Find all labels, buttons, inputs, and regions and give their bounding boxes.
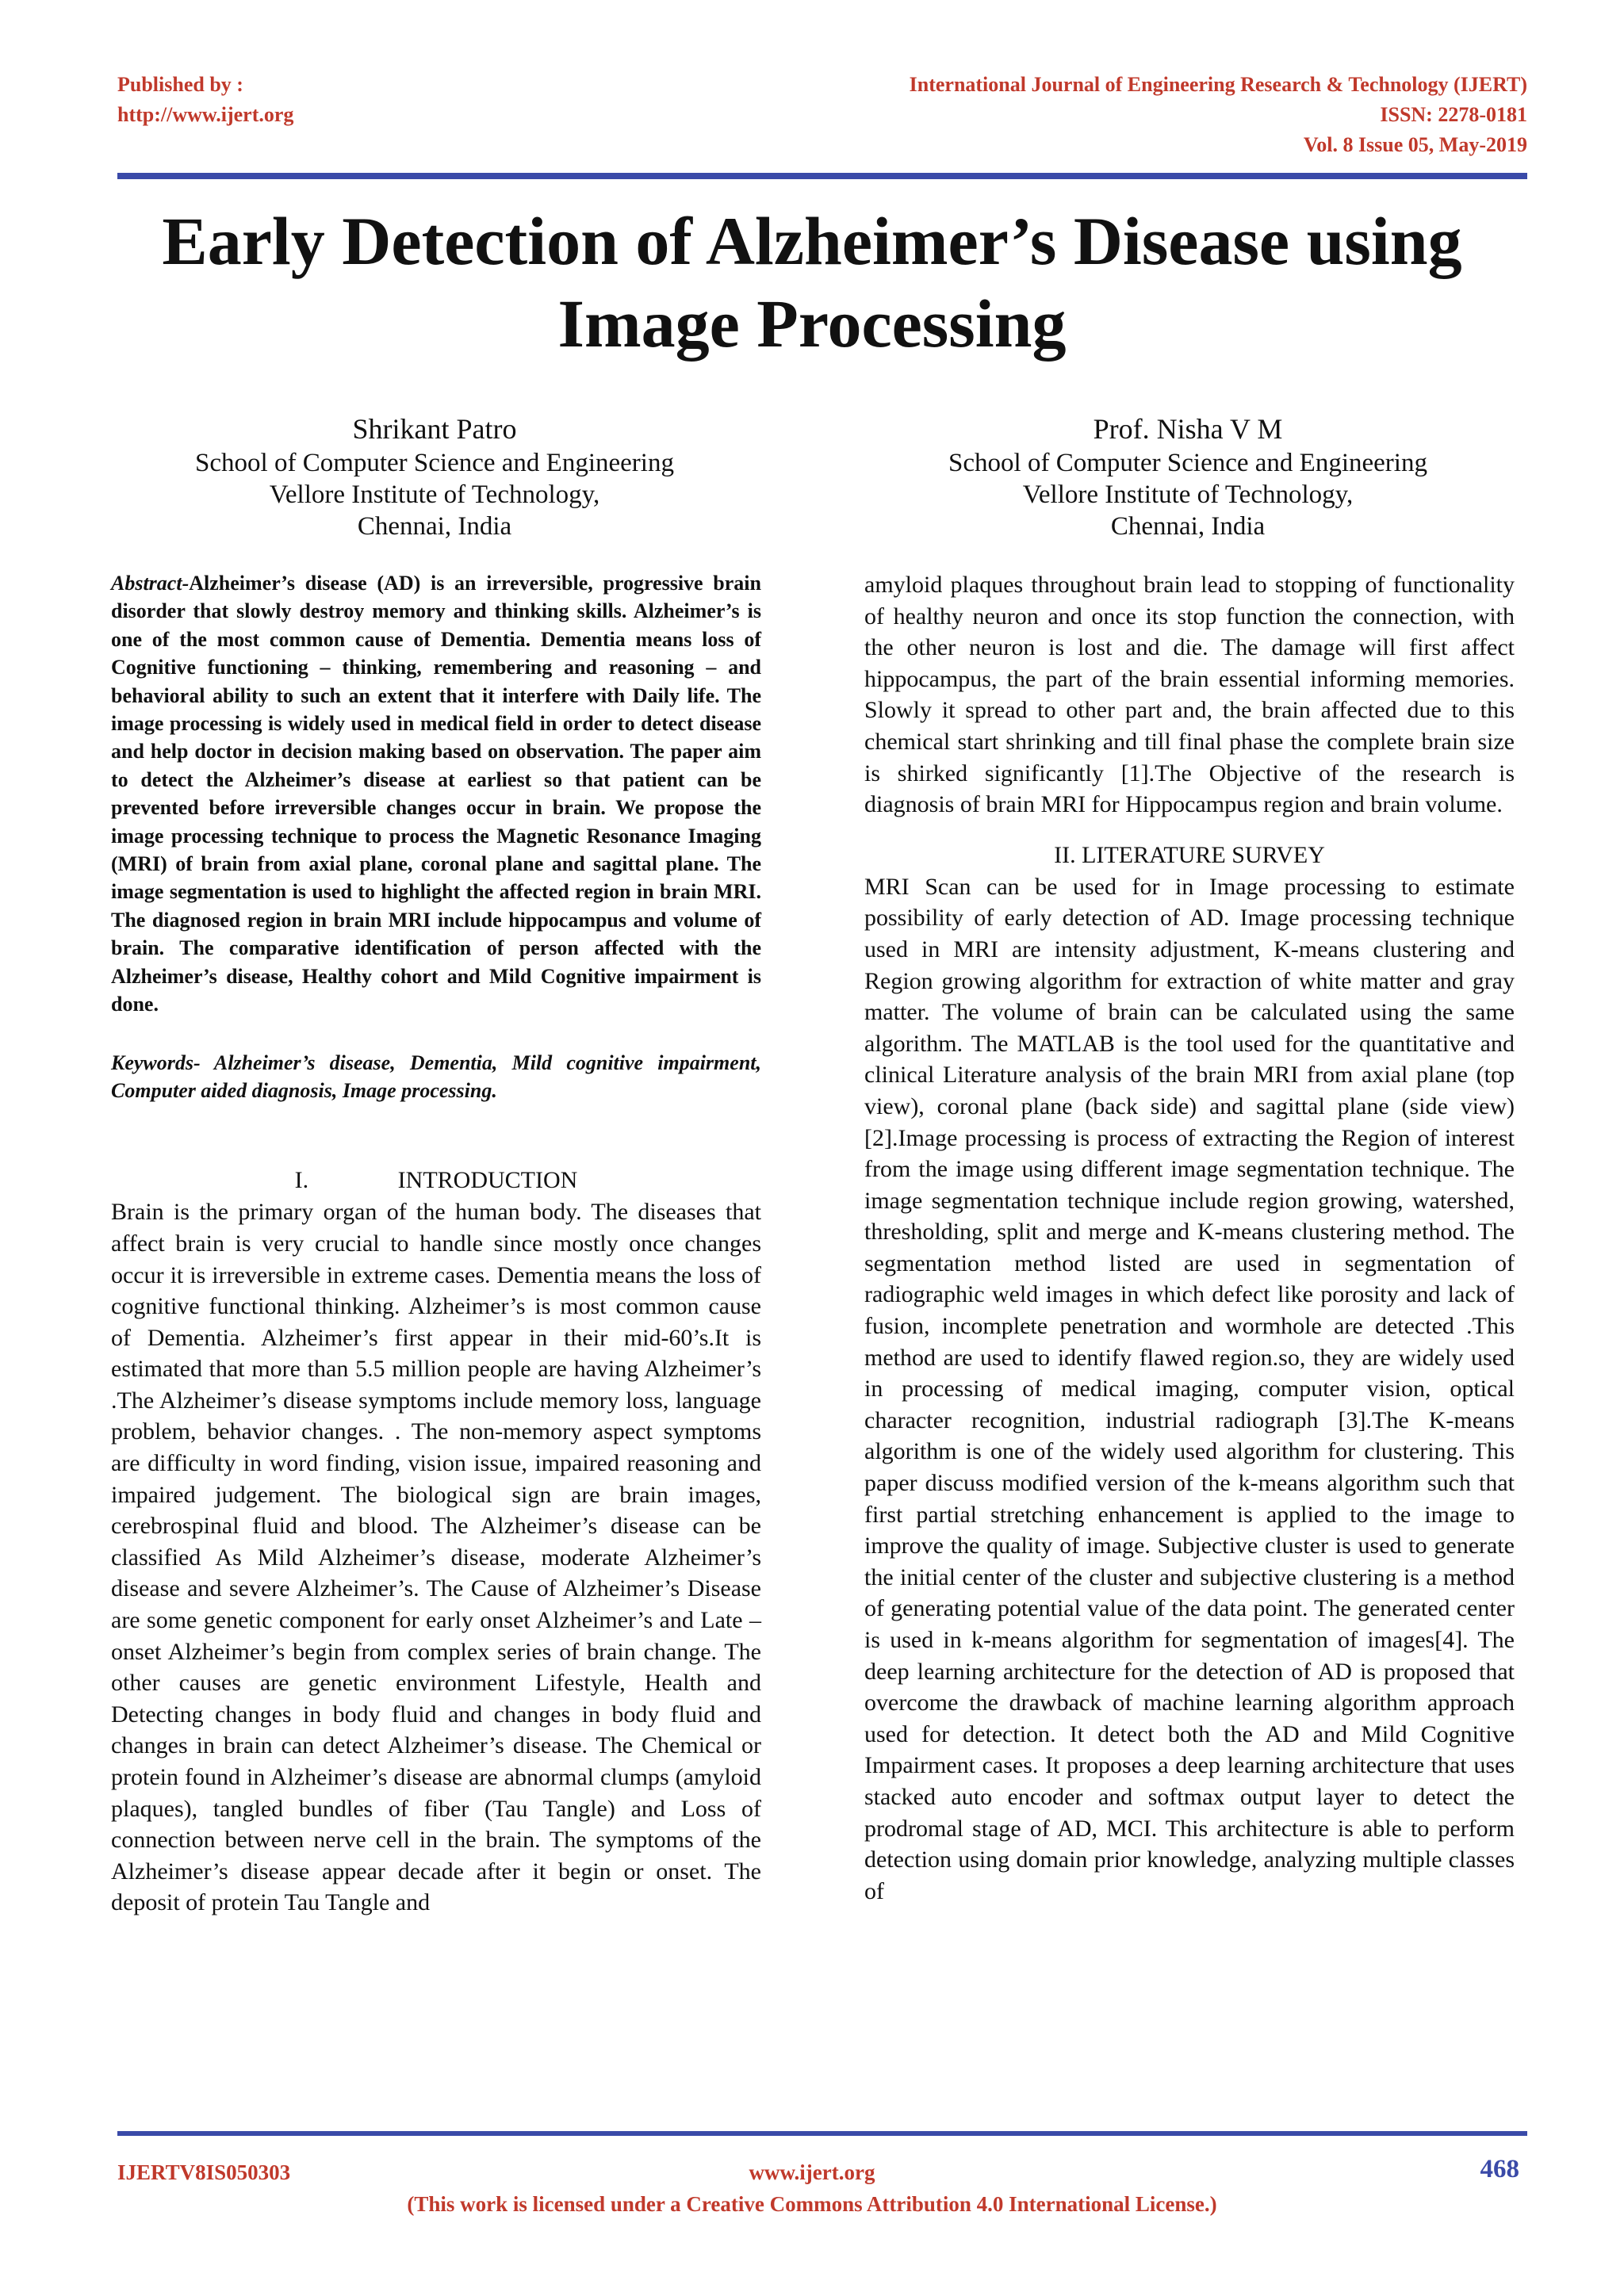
author-name: Shrikant Patro (352, 413, 517, 445)
right-column (864, 569, 1515, 1907)
volume-issue: Vol. 8 Issue 05, May-2019 (1303, 133, 1527, 156)
author-city: Chennai, India (1110, 512, 1266, 541)
keywords: Keywords- Alzheimer’s disease, Dementia, Mild cognitive impairment, Computer aided diagnosis, Image processing. (111, 1050, 761, 1102)
author-dept: School of Computer Science and Engineering (948, 449, 1427, 477)
journal-name: International Journal of Engineering Research & Technology (IJERT) (909, 73, 1527, 96)
abstract (111, 569, 761, 1019)
license-note: (This work is licensed under a Creative Commons Attribution 4.0 International License.) (407, 2192, 1217, 2216)
left-column (111, 569, 761, 1919)
literature-text: MRI Scan can be used for in Image processing to estimate possibility of early detection of AD. Image processing technique used in MRI are intensity adjustment, K-means clustering and Region growing algorithm for extraction of white matter and gray matter. The volume of brain can be calculated using the same algorithm. The MATLAB is the tool used for the quantitative and clinical Literature analysis of the brain MRI from axial plane (top view), coronal plane (back side) and sagittal plane (side view) [2].Image processing is process of extracting the Region of interest from the image using different image segmentation technique. The image segmentation technique include region growing, watershed, thresholding, split and merge and K-means clustering method. The segmentation method listed are used in segmentation of radiographic weld images in which defect like porosity and lack of fusion, incomplete penetration and wormhole are detected .This method are used to identify flawed region.so, they are widely used in processing of medical imaging, computer vision, optical character recognition, industrial radiograph [3].The K-means algorithm is one of the widely used algorithm for clustering. This paper discuss modified version of the k-means algorithm such that first partial stretching enhancement is applied to the image to improve the quality of image. Subjective cluster is used to generate the initial center of the cluster and subjective clustering is a method of generating potential value of the data point. The generated center is used in k-means algorithm for segmentation of images[4]. The deep learning architecture for the detection of AD is proposed that overcome the drawback of machine learning algorithm approach used for detection. It detect both the AD and Mild Cognitive Impairment cases. It proposes a deep learning architecture that uses stacked auto encoder and softmax output layer to detect the prodromal stage of AD, MCI. This architecture is able to perform detection using domain prior knowledge, analyzing multiple classes of (864, 873, 1515, 1904)
header-rule (117, 173, 1527, 179)
intro-number: I. (294, 1167, 309, 1194)
paper-id: IJERTV8IS050303 (117, 2160, 291, 2184)
intro-continuation: amyloid plaques throughout brain lead to stopping of functionality of healthy neuron and once its stop function the connection, with the other neuron is lost and die. The damage will first affect hippocampus, the part of the brain essential informing memories. Slowly it spread to other part and, the brain affected due to this chemical start shrinking and till final phase the complete brain size is shirked significantly [1].The Objective of the research is diagnosis of brain MRI for Hippocampus region and brain volume. (864, 572, 1515, 818)
paper-title: Early Detection of Alzheimer’s Disease using Image Processing (162, 203, 1462, 362)
author-city: Chennai, India (357, 512, 512, 541)
author-block-2 (887, 411, 1489, 542)
author-inst: Vellore Institute of Technology, (269, 480, 600, 509)
abstract-text: Alzheimer’s disease (AD) is an irreversible, progressive brain disorder that slowly destroy memory and thinking skills. Alzheimer’s is one of the most common cause of Dementia. Dementia means loss of Cognitive functioning – thinking, remembering and reasoning – and behavioral ability to such an extent that it interfere with Daily life. The image processing is widely used in medical field in order to detect disease and help doctor in decision making based on observation. The paper aim to detect the Alzheimer’s disease at earliest so that patient can be prevented before irreversible changes occur in brain. We propose the image processing technique to process the Magnetic Resonance Imaging (MRI) of brain from axial plane, coronal plane and sagittal plane. The image segmentation is used to highlight the affected region in brain MRI. The diagnosed region in brain MRI include hippocampus and volume of brain. The comparative identification of person affected with the Alzheimer’s disease, Healthy cohort and Mild Cognitive impairment is done. (111, 572, 761, 1016)
author-name: Prof. Nisha V M (1093, 413, 1283, 445)
intro-heading (111, 1165, 761, 1196)
intro-text: Brain is the primary organ of the human body. The diseases that affect brain is very crucial to handle since mostly once changes occur it is irreversible in extreme cases. Dementia means the loss of cognitive functional thinking. Alzheimer’s is most common cause of Dementia. Alzheimer’s first appear in their mid-60’s.It is estimated that more than 5.5 million people are having Alzheimer’s .The Alzheimer’s disease symptoms include memory loss, language problem, behavior changes. . The non-memory aspect symptoms are difficulty in word finding, vision issue, impaired reasoning and impaired judgement. The biological sign are brain images, cerebrospinal fluid and blood. The Alzheimer’s disease can be classified As Mild Alzheimer’s disease, moderate Alzheimer’s disease and severe Alzheimer’s. The Cause of Alzheimer’s Disease are some genetic component for early onset Alzheimer’s and Late – onset Alzheimer’s begin from complex series of brain change. The other causes are genetic environment Lifestyle, Health and Detecting changes in body fluid and changes in body fluid and changes in brain can detect Alzheimer’s disease. The Chemical or protein found in Alzheimer’s disease are abnormal clumps (amyloid plaques), tangled bundles of fiber (Tau Tangle) and Loss of connection between nerve cell in the brain. The symptoms of the Alzheimer’s disease appear decade after it begin or onset. The deposit of protein Tau Tangle and (111, 1199, 761, 1916)
published-by: Published by : (117, 73, 243, 96)
header-left (117, 70, 293, 130)
header-right (910, 70, 1527, 160)
abstract-lead: Abstract- (111, 572, 190, 595)
literature-heading: II. LITERATURE SURVEY (1054, 841, 1325, 868)
author-inst: Vellore Institute of Technology, (1022, 480, 1354, 509)
footer-site[interactable]: www.ijert.org (749, 2160, 875, 2184)
footer-rule (117, 2131, 1527, 2136)
author-dept: School of Computer Science and Engineering (195, 449, 674, 477)
author-block-1 (133, 411, 736, 542)
journal-url[interactable]: http://www.ijert.org (117, 103, 294, 126)
intro-title: INTRODUCTION (397, 1167, 578, 1194)
page-number: 468 (1480, 2155, 1519, 2183)
issn: ISSN: 2278-0181 (1380, 103, 1527, 126)
